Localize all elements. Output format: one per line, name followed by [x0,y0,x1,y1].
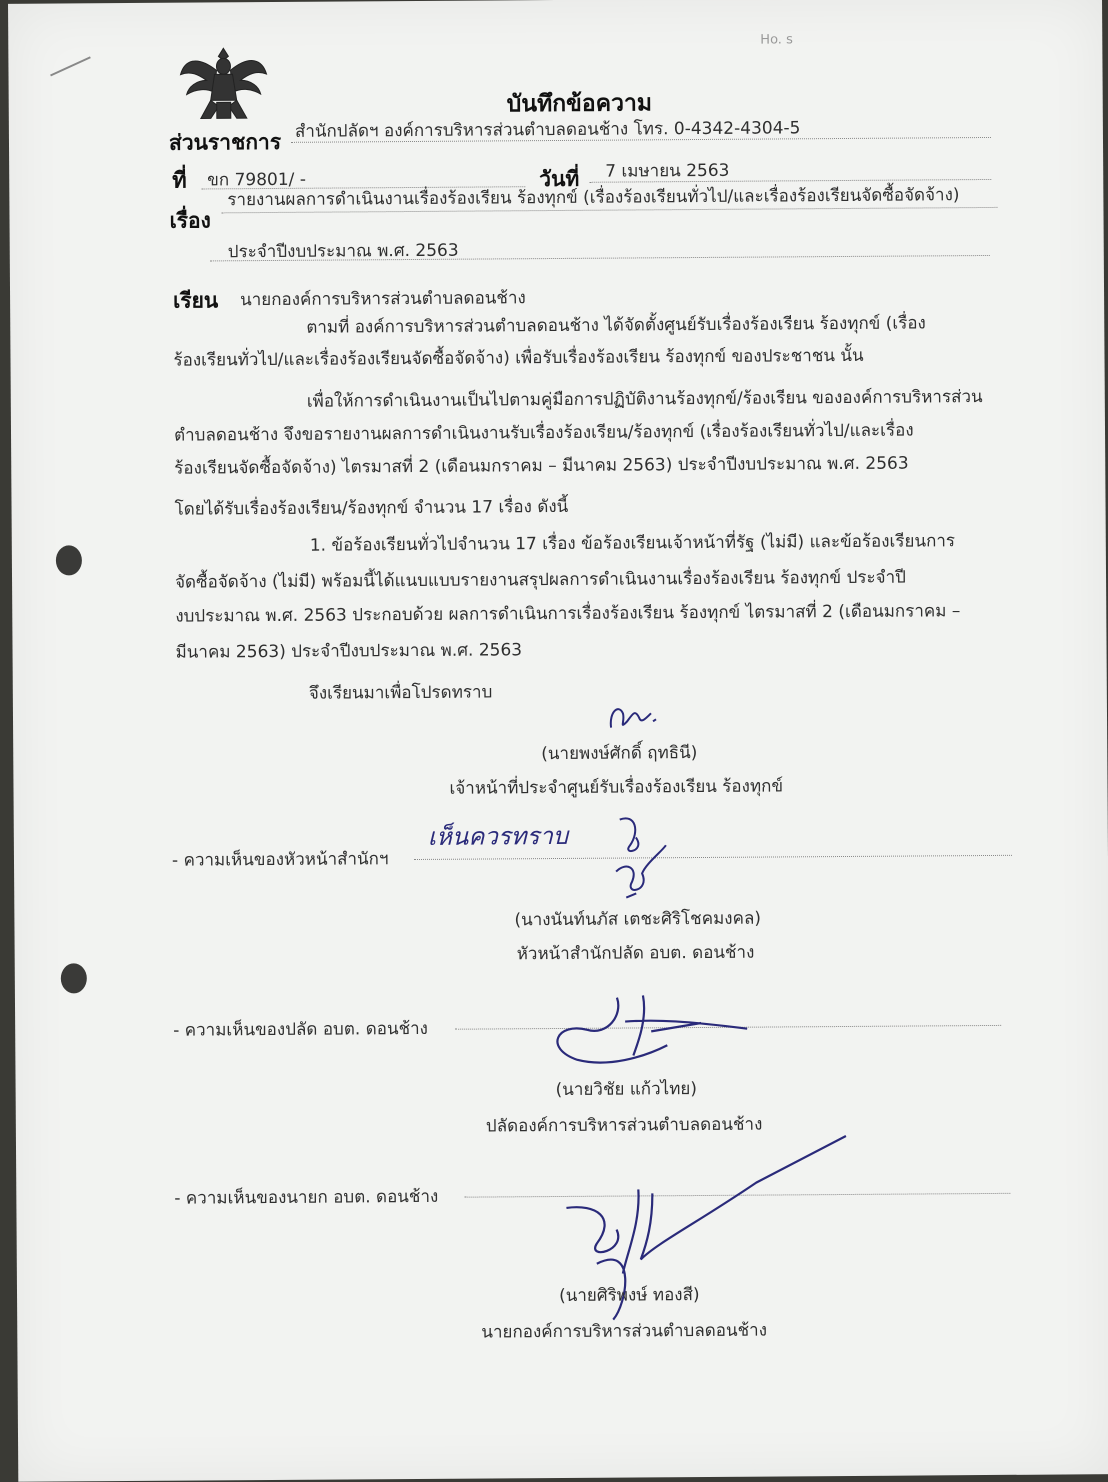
garuda-emblem-icon [176,44,271,125]
to-label: เรียน [173,288,219,313]
mayor-comment-label: - ความเห็นของนายก อบต. ดอนช้าง [174,1186,439,1209]
pen-stroke-mark [46,51,96,81]
para2-line-3: ร้องเรียนจัดซื้อจัดจ้าง) ไตรมาสที่ 2 (เดือนมกราคม – มีนาคม 2563) ประจำปีงบประมาณ พ.ศ. 2563 [174,453,909,479]
date-value: 7 เมษายน 2563 [605,160,730,182]
para2-line-4: โดยได้รับเรื่องร้องเรียน/ร้องทุกข์ จำนวน 17 เรื่อง ดังนี้ [174,496,569,520]
officer-name: (นายพงษ์ศักดิ์ ฤทธินี) [541,743,698,765]
punch-hole-lower [61,963,87,993]
para3-line-4: มีนาคม 2563) ประจำปีงบประมาณ พ.ศ. 2563 [175,640,523,663]
officer-title: เจ้าหน้าที่ประจำศูนย์รับเรื่องร้องเรียน ร้องทุกข์ [449,776,784,799]
subject-line-1: รายงานผลการดำเนินงานเรื่องร้องเรียน ร้องทุกข์ (เรื่องร้องเรียนทั่วไป/และเรื่องร้องเรียนจัดซื้อจัดจ้าง) [227,185,960,211]
para3-line-2: จัดซื้อจัดจ้าง (ไม่มี) พร้อมนี้ได้แนบแบบรายงานสรุปผลการดำเนินงานเรื่องร้องเรียน ร้องทุกข์ ประจำปี [174,567,906,593]
para1-line-2: ร้องเรียนทั่วไป/และเรื่องร้องเรียนจัดซื้อจัดจ้าง) เพื่อรับเรื่องร้องเรียน ร้องทุกข์ ของประชาชน นั้น [173,345,864,371]
subject-label: เรื่อง [169,208,211,233]
head-handwritten-comment: เห็นควรทราบ [427,821,569,851]
head-comment-line [414,855,1012,860]
mayor-name: (นายศิริพงษ์ ทองสี) [558,1285,700,1307]
ref-label: ที่ [172,168,187,194]
corner-pencil-mark: Ho. s [760,32,793,48]
ref-number: ขก 79801/ - [207,169,306,191]
mayor-title: นายกองค์การบริหารส่วนตำบลดอนช้าง [481,1320,768,1343]
subject-line-2: ประจำปีงบประมาณ พ.ศ. 2563 [227,240,459,263]
closing-text: จึงเรียนมาเพื่อโปรดทราบ [308,682,493,704]
deputy-name: (นายวิชัย แก้วไทย) [555,1079,698,1101]
deputy-comment-label: - ความเห็นของปลัด อบต. ดอนช้าง [173,1018,428,1041]
para2-line-1: เพื่อให้การดำเนินงานเป็นไปตามคู่มือการปฏิบัติงานร้องทุกข์/ร้องเรียน ขององค์การบริหารส่วน [306,387,983,412]
to-value: นายกองค์การบริหารส่วนตำบลดอนช้าง [240,288,526,311]
date-label: วันที่ [539,166,580,192]
memo-page [8,0,1108,1482]
head-comment-label: - ความเห็นของหัวหน้าสำนักฯ [171,849,389,871]
officer-signature [605,699,665,735]
head-name: (นางนันท์นภัส เตชะศิริโชคมงคล) [514,908,762,931]
para2-line-2: ตำบลดอนช้าง จึงขอรายงานผลการดำเนินงานรับเรื่องร้องเรียน/ร้องทุกข์ (เรื่องร้องเรียนทั่วไป/และเรื่อง [173,420,914,446]
para3-line-1: 1. ข้อร้องเรียนทั่วไปจำนวน 17 เรื่อง ข้อร้องเรียนเจ้าหน้าที่รัฐ (ไม่มี) และข้อร้องเรียนการ [309,531,956,556]
punch-hole-upper [56,545,82,575]
agency-value: สำนักปลัดฯ องค์การบริหารส่วนตำบลดอนช้าง โทร. 0-4342-4304-5 [294,118,801,142]
head-signature [606,811,677,907]
deputy-title: ปลัดองค์การบริหารส่วนตำบลดอนช้าง [485,1114,763,1137]
agency-label: ส่วนราชการ [168,129,282,155]
para1-line-1: ตามที่ องค์การบริหารส่วนตำบลดอนช้าง ได้จัดตั้งศูนย์รับเรื่องร้องเรียน ร้องทุกข์ (เรื่อง [306,313,926,338]
para3-line-3: งบประมาณ พ.ศ. 2563 ประกอบด้วย ผลการดำเนินการเรื่องร้องเรียน ร้องทุกข์ ไตรมาสที่ 2 (เดือนมกราคม – [175,601,961,627]
memo-title: บันทึกข้อความ [506,90,653,118]
head-title: หัวหน้าสำนักปลัด อบต. ดอนช้าง [516,942,755,965]
deputy-signature [547,991,758,1074]
